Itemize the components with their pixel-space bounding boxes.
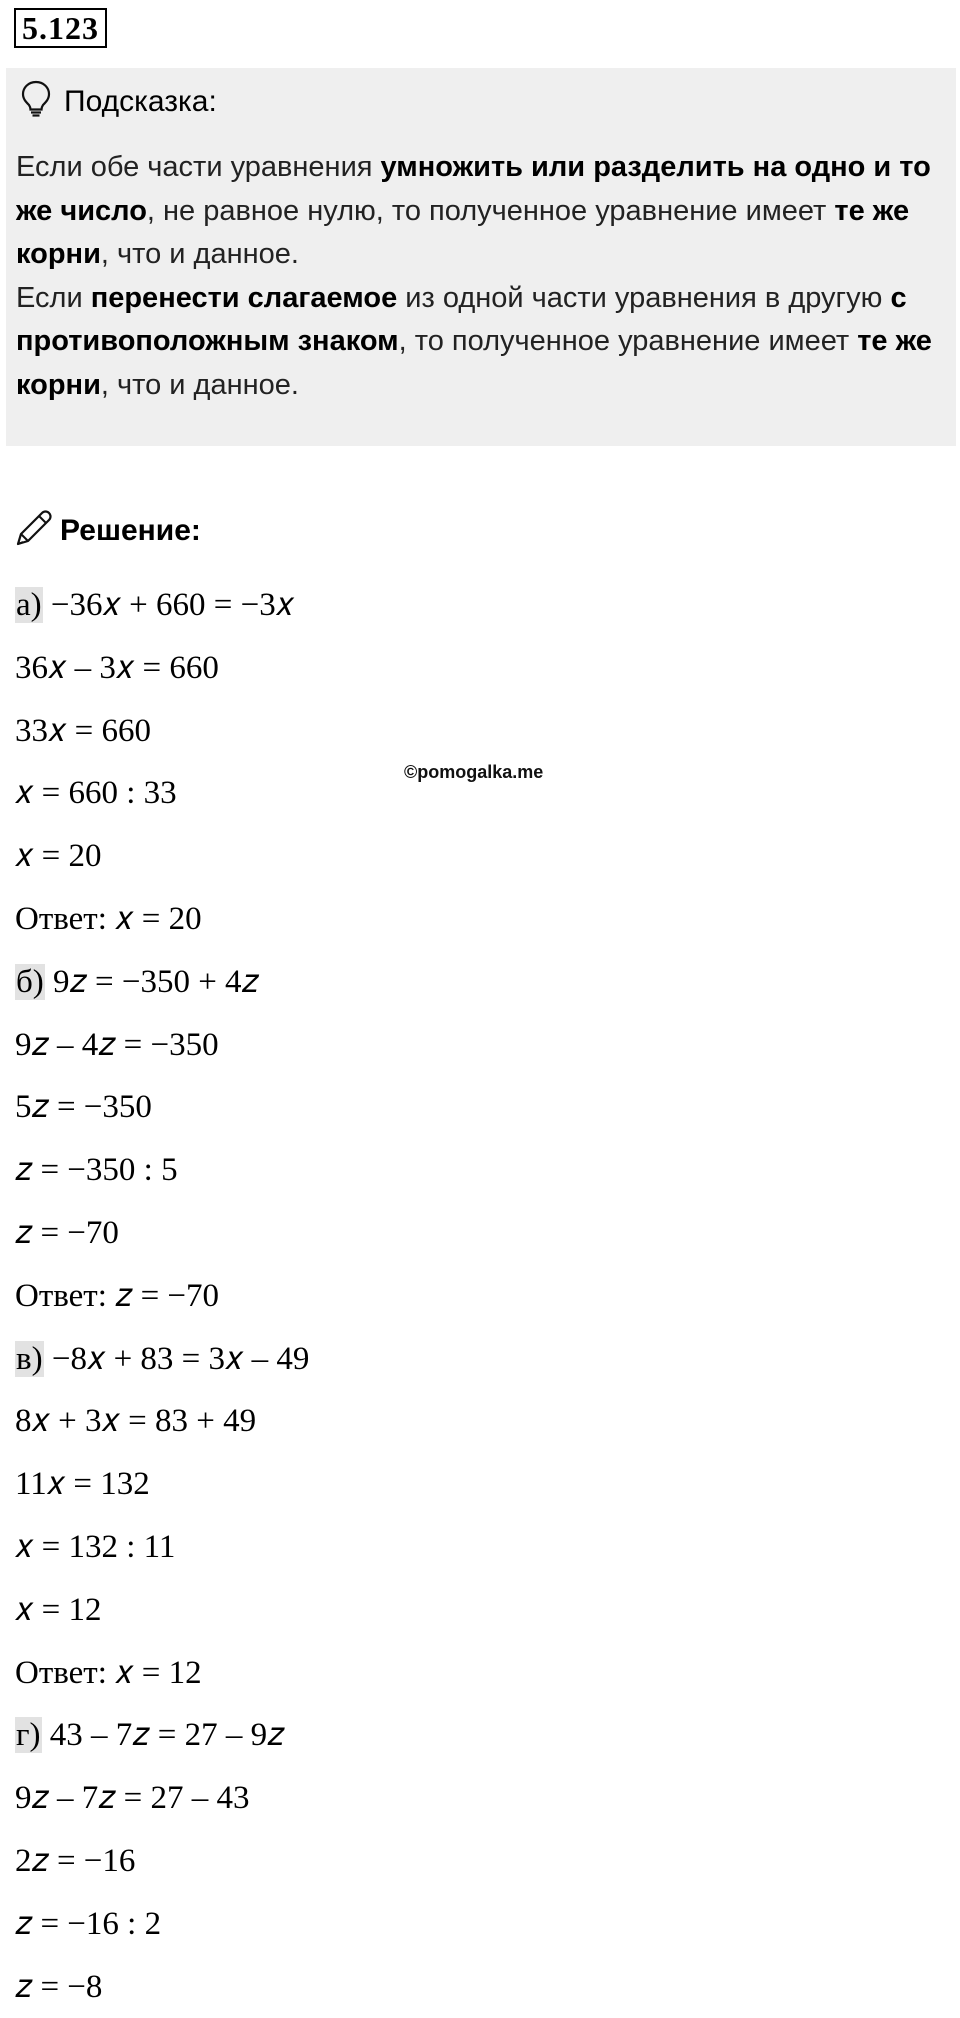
watermark: ©pomogalka.me <box>404 762 544 782</box>
equation-line <box>15 1202 309 1265</box>
hint-paragraph-1 <box>16 146 956 277</box>
equation-text: 2𝑧 = −16 <box>15 1842 136 1879</box>
equation-line <box>15 1767 309 1830</box>
equation-text: 9𝑧 = −350 + 4𝑧 <box>44 963 259 1000</box>
part-label: б) <box>16 963 44 1000</box>
hint-bold-run: перенести слагаемое <box>90 281 398 314</box>
solution-lines <box>15 574 309 2018</box>
equation-line-labeled <box>15 1328 309 1391</box>
equation-text: −36𝑥 + 660 = −3𝑥 <box>42 587 295 623</box>
equation-line <box>15 1076 309 1139</box>
equation-line <box>15 1642 309 1705</box>
equation-text: 𝑧 = −70 <box>15 1214 119 1251</box>
equation-text: −8𝑥 + 83 = 3𝑥 – 49 <box>43 1340 310 1377</box>
equation-line <box>15 1453 309 1516</box>
hint-text-run: из одной части уравнения в другую <box>397 281 891 314</box>
equation-line <box>15 1893 309 1956</box>
part-label: а) <box>16 587 42 623</box>
equation-line <box>15 888 309 951</box>
equation-text: 𝑥 = 132 : 11 <box>15 1528 176 1565</box>
hint-bold-run: умножить или разделить на одно и то же число <box>16 151 931 227</box>
hint-bold-run: с противоположным знаком <box>16 281 907 357</box>
equation-text: 𝑧 = −16 : 2 <box>15 1905 162 1942</box>
hint-header <box>20 80 217 123</box>
hint-bold-run: те же корни <box>16 325 932 401</box>
equation-line <box>15 1579 309 1642</box>
equation-line <box>15 1516 309 1579</box>
equation-text: 33𝑥 = 660 <box>15 712 151 749</box>
hint-text-run: , что и данное. <box>100 368 299 401</box>
equation-text: 5𝑧 = −350 <box>15 1089 152 1126</box>
equation-text: Ответ: 𝑥 = 20 <box>15 900 202 937</box>
hint-panel <box>6 68 956 446</box>
hint-text-run: , что и данное. <box>100 238 299 270</box>
solution-title: Решение: <box>60 513 201 547</box>
equation-text: 8𝑥 + 3𝑥 = 83 + 49 <box>15 1403 257 1440</box>
part-label: в) <box>16 1340 43 1377</box>
equation-line <box>15 1830 309 1893</box>
equation-text: 𝑧 = −350 : 5 <box>15 1152 178 1189</box>
equation-text: 𝑥 = 660 : 33 <box>15 775 177 812</box>
hint-text-run: , не равное нулю, то полученное уравнение имеет <box>146 194 835 227</box>
equation-text: 9𝑧 – 4𝑧 = −350 <box>15 1026 219 1063</box>
solution-header <box>14 508 201 553</box>
equation-text: 9𝑧 – 7𝑧 = 27 – 43 <box>15 1780 250 1817</box>
task-number: 5.123 <box>14 8 107 48</box>
lightbulb-icon <box>20 80 52 123</box>
equation-line <box>15 1265 309 1328</box>
equation-text: 43 – 7𝑧 = 27 – 9𝑧 <box>41 1717 285 1754</box>
hint-text <box>16 146 956 407</box>
equation-line <box>15 1956 309 2018</box>
equation-line-labeled <box>15 574 309 637</box>
hint-paragraph-2 <box>16 277 956 408</box>
equation-line <box>15 1390 309 1453</box>
equation-text: 𝑥 = 12 <box>15 1591 102 1628</box>
hint-text-run: , то полученное уравнение имеет <box>398 325 858 357</box>
hint-text-run: Если <box>16 281 91 314</box>
equation-text: Ответ: 𝑥 = 12 <box>15 1654 202 1691</box>
equation-text: 𝑥 = 20 <box>15 838 102 875</box>
equation-line-labeled <box>15 1704 309 1767</box>
part-label: г) <box>16 1717 41 1754</box>
equation-text: 36𝑥 – 3𝑥 = 660 <box>15 649 219 686</box>
hint-text-run: Если обе части уравнения <box>16 151 381 183</box>
equation-line <box>15 825 309 888</box>
equation-line <box>15 637 309 700</box>
equation-line <box>15 1014 309 1077</box>
equation-text: Ответ: 𝑧 = −70 <box>15 1277 220 1314</box>
equation-line <box>15 700 309 763</box>
hint-bold-run: те же корни <box>16 194 910 270</box>
pencil-icon <box>14 508 54 553</box>
equation-line <box>15 762 309 825</box>
equation-text: 𝑧 = −8 <box>15 1968 103 2005</box>
hint-title: Подсказка: <box>64 84 217 118</box>
equation-line <box>15 1139 309 1202</box>
equation-line-labeled <box>15 951 309 1014</box>
equation-text: 11𝑥 = 132 <box>15 1466 150 1503</box>
